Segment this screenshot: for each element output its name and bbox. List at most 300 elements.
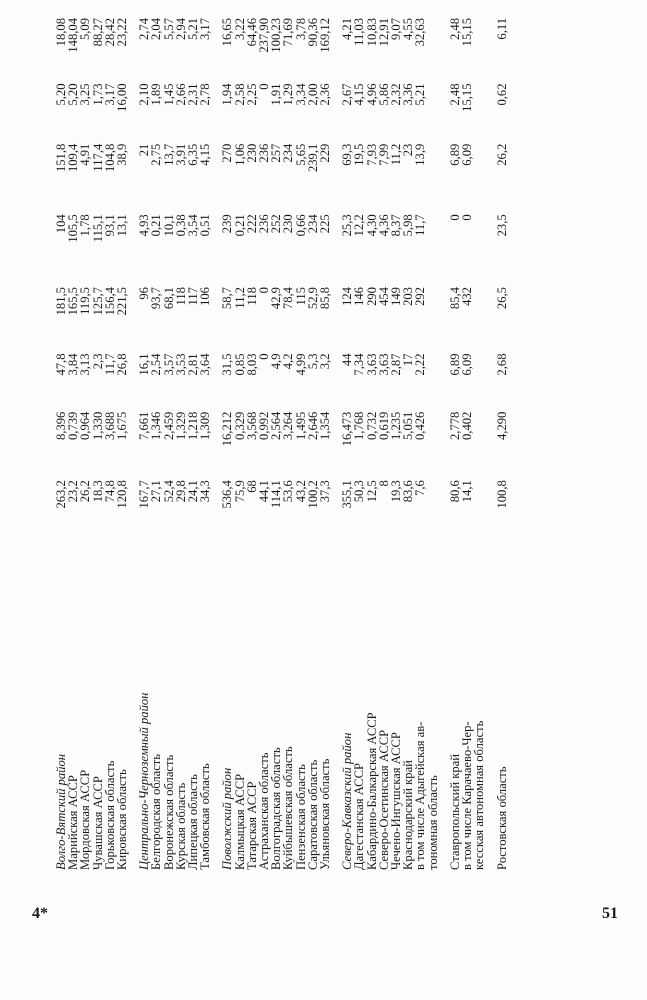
table-cell: 106 (198, 287, 213, 306)
table-cell: 42,9 (269, 287, 284, 310)
table-cell: 4,290 (494, 411, 509, 440)
table-cell: 100,2 (305, 480, 320, 509)
table-cell: 58,7 (220, 287, 235, 310)
table-cell: 3,36 (401, 83, 416, 106)
table-cell: 3,54 (186, 214, 201, 237)
table-row (486, 10, 508, 870)
row-label: Кировская область (115, 769, 130, 870)
table-cell: 25,3 (340, 214, 355, 237)
table-row (295, 10, 307, 870)
table-cell: 2,75 (149, 143, 164, 166)
table-cell: 80,6 (447, 480, 462, 503)
table-cell: 3,17 (102, 83, 117, 106)
row-label: Чувашская АССР (90, 776, 105, 870)
table-cell (473, 346, 485, 404)
table-row (175, 10, 187, 870)
table-cell: 4,55 (401, 18, 416, 41)
row-label: Дагестанская АССР (352, 763, 367, 870)
table-cell: 2,00 (305, 83, 320, 106)
table-cell: 5,051 (401, 411, 416, 440)
table-row (150, 10, 162, 870)
table-cell: 2,67 (340, 83, 355, 106)
row-label: Горьковская область (102, 760, 117, 870)
table-cell (427, 404, 439, 473)
row-label: Куйбышевская область (281, 746, 296, 870)
row-label: Северо-Осетинская АССР (376, 729, 391, 870)
table-cell: 7,661 (137, 411, 152, 440)
table-cell: 2,87 (389, 353, 404, 376)
table-cell: 1,309 (198, 411, 213, 440)
table-row (246, 10, 258, 870)
table-cell: 0 (257, 287, 272, 294)
table-cell: 10,83 (364, 18, 379, 47)
table-cell: 4,15 (198, 143, 213, 166)
table-cell: 1,330 (90, 411, 105, 440)
table-cell: 0,21 (232, 214, 247, 237)
table-cell: 0 (257, 83, 272, 90)
table-cell: 26,2 (78, 480, 93, 503)
table-cell: 151,8 (54, 143, 68, 173)
table-cell: 1,78 (78, 214, 93, 237)
table-cell: 0,402 (460, 411, 475, 440)
table-cell: 257 (269, 143, 284, 163)
row-label: Марийская АССР (66, 775, 81, 870)
table-cell: 1,768 (352, 411, 367, 440)
table-cell: 0 (460, 214, 475, 221)
table-cell: 19,3 (389, 480, 404, 503)
table-cell: 2,48 (447, 18, 462, 41)
table-cell: 0,329 (232, 411, 247, 440)
table-cell: 120,8 (115, 480, 130, 509)
table-cell: 5,20 (54, 83, 68, 106)
row-label: Чечено-Ингушская АССР (389, 732, 404, 870)
table-cell: 2,36 (318, 83, 333, 106)
table-cell: 14,1 (460, 480, 475, 503)
table-cell: 11,2 (232, 287, 247, 309)
row-label: Центрально-Черноземный район (137, 692, 152, 870)
table-cell: 0,66 (293, 214, 308, 237)
table-cell: 119,5 (78, 287, 93, 315)
row-label: Липецкая область (186, 774, 201, 870)
table-cell (473, 10, 485, 75)
table-cell: 104 (54, 214, 68, 234)
table-cell: 109,4 (66, 143, 81, 173)
table-cell: 2,3 (90, 353, 105, 370)
table-cell: 8 (376, 480, 391, 487)
table-cell: 16,1 (137, 353, 152, 376)
table-body (55, 10, 508, 870)
table-cell: 7,34 (352, 353, 367, 376)
table-cell: 13,1 (115, 214, 130, 237)
table-cell: 165,5 (66, 287, 81, 316)
table-cell: 1,346 (149, 411, 164, 440)
row-label: Ставропольский край (447, 753, 462, 870)
table-cell: 6,09 (460, 143, 475, 166)
table-cell: 0,732 (364, 411, 379, 440)
table-row (473, 10, 485, 870)
table-row (234, 10, 246, 870)
table-cell: 6,11 (494, 18, 509, 40)
table-cell: 7,99 (376, 143, 391, 166)
table-cell (427, 206, 439, 279)
table-cell: 23 (401, 143, 416, 157)
table-cell: 0,38 (173, 214, 188, 237)
table-cell (427, 136, 439, 207)
table-cell: 9,07 (389, 18, 404, 41)
table-cell: 8,03 (244, 353, 259, 376)
table-cell: 18,3 (90, 480, 105, 503)
table-cell: 3,17 (198, 18, 213, 41)
table-row (116, 10, 128, 870)
table-cell: 31,5 (220, 353, 235, 376)
table-cell: 27,1 (149, 480, 164, 503)
table-cell: 4,99 (293, 353, 308, 376)
table-cell: 3,78 (293, 18, 308, 41)
table-cell: 0,426 (413, 411, 428, 440)
table-cell: 11,03 (352, 18, 367, 46)
table-cell: 12,5 (364, 480, 379, 503)
row-label: Кабардино-Балкарская АССР (364, 712, 379, 870)
table-cell: 5,98 (401, 214, 416, 237)
table-cell: 28,42 (102, 18, 117, 47)
table-cell: 2,564 (269, 411, 284, 440)
table-cell (473, 206, 485, 279)
row-label: Тамбовская область (198, 763, 213, 870)
table-cell: 146 (352, 287, 367, 306)
statistics-table (55, 10, 508, 870)
table-cell: 85,8 (318, 287, 333, 310)
table-cell: 100,8 (494, 480, 509, 509)
table-cell: 7,6 (413, 480, 428, 496)
table-row (414, 10, 426, 870)
table-cell: 1,495 (293, 411, 308, 440)
table-cell: 3,53 (173, 353, 188, 376)
table-cell: 292 (413, 287, 428, 306)
table-row (104, 10, 116, 870)
row-label: Белгородская область (149, 753, 164, 870)
table-cell (473, 279, 485, 345)
table-cell: 2,58 (232, 83, 247, 106)
row-label: Калмыцкая АССР (232, 773, 247, 870)
table-cell: 2,25 (244, 83, 259, 106)
page-number: 51 (602, 905, 618, 922)
table-cell: 5,57 (161, 18, 176, 41)
table-cell: 13,9 (413, 143, 428, 166)
table-cell: 1,235 (389, 411, 404, 440)
table-cell: 6,09 (460, 353, 475, 376)
table-cell: 3,63 (376, 353, 391, 376)
table-cell: 148,04 (66, 18, 81, 53)
table-cell: 6,35 (186, 143, 201, 166)
table-cell: 12,91 (376, 18, 391, 47)
table-cell: 88,27 (90, 18, 105, 47)
table-cell: 11,7 (413, 214, 428, 236)
row-label: Астраханская область (257, 752, 272, 870)
table-cell: 2,10 (137, 83, 152, 106)
table-cell: 15,15 (460, 83, 475, 112)
table-cell: 536,4 (220, 480, 235, 509)
table-cell: 12,2 (352, 214, 367, 237)
table-cell: 270 (220, 143, 235, 163)
row-label: Краснодарский край (401, 760, 416, 870)
table-cell: 24,1 (186, 480, 201, 503)
table-cell: 16,473 (340, 411, 355, 447)
table-cell: 167,7 (137, 480, 152, 509)
table-cell: 149 (389, 287, 404, 306)
table-row (258, 10, 270, 870)
table-cell: 5,86 (376, 83, 391, 106)
table-cell: 0,21 (149, 214, 164, 237)
row-label: Воронежская область (161, 754, 176, 870)
table-row (187, 10, 199, 870)
table-cell: 4,96 (364, 83, 379, 106)
table-cell: 3,22 (232, 18, 247, 41)
signature-mark: 4* (32, 905, 48, 922)
table-row (79, 10, 91, 870)
row-label: Татарская АССР (244, 781, 259, 870)
table-cell: 34,3 (198, 480, 213, 503)
table-cell: 6,89 (447, 143, 462, 166)
table-row (390, 10, 402, 870)
table-cell: 1,89 (149, 83, 164, 106)
table-cell: 230 (281, 214, 296, 234)
table-cell: 2,04 (149, 18, 164, 41)
table-cell: 4,91 (78, 143, 93, 166)
table-cell: 75,9 (232, 480, 247, 503)
table-cell: 68 (244, 480, 259, 493)
table-cell: 1,45 (161, 83, 176, 106)
table-cell: 37,3 (318, 480, 333, 503)
table-cell: 17 (401, 353, 416, 367)
table-row (92, 10, 104, 870)
table-cell: 105,5 (66, 214, 81, 243)
table-cell: 64,46 (244, 18, 259, 47)
table-cell: 2,66 (173, 83, 188, 106)
table-cell: 1,354 (318, 411, 333, 440)
table-row (67, 10, 79, 870)
table-cell: 90,36 (305, 18, 320, 47)
table-cell: 0,964 (78, 411, 93, 440)
table-cell: 104,8 (102, 143, 117, 173)
table-cell: 2,68 (494, 353, 509, 376)
table-cell: 29,8 (173, 480, 188, 503)
table-cell: 43,2 (293, 480, 308, 503)
table-cell: 8,37 (389, 214, 404, 237)
row-label: Курская область (173, 782, 188, 870)
table-cell: 38,9 (115, 143, 130, 166)
table-cell: 2,31 (186, 83, 201, 106)
table-cell: 2,22 (413, 353, 428, 376)
table-cell: 1,29 (281, 83, 296, 106)
table-cell: 23,22 (115, 18, 130, 47)
row-label: Ульяновская область (318, 758, 333, 870)
table-cell: 1,06 (232, 143, 247, 166)
table-cell: 16,212 (220, 411, 235, 447)
table-cell: 3,34 (293, 83, 308, 106)
table-cell: 1,91 (269, 83, 284, 106)
table-cell: 234 (305, 214, 320, 234)
table-cell: 74,8 (102, 480, 117, 503)
table-cell (427, 279, 439, 345)
table-cell: 236 (257, 214, 272, 234)
table-cell: 3,63 (364, 353, 379, 376)
table-row (282, 10, 294, 870)
table-cell (427, 10, 439, 75)
row-label: кесская автономная область (472, 720, 487, 870)
table-cell: 222 (244, 214, 259, 234)
table-cell: 225 (318, 214, 333, 234)
table-cell: 355,1 (340, 480, 355, 509)
table-cell: 1,675 (115, 411, 130, 440)
table-cell: 1,73 (90, 83, 105, 106)
table-cell: 263,2 (54, 480, 68, 509)
table-cell: 5,21 (413, 83, 428, 106)
table-cell: 0,992 (257, 411, 272, 440)
row-label: тономная область (425, 775, 440, 870)
table-cell: 100,23 (269, 18, 284, 53)
table-cell: 5,21 (186, 18, 201, 41)
table-cell: 230 (244, 143, 259, 163)
table-row (353, 10, 365, 870)
table-cell: 21 (137, 143, 152, 157)
table-cell: 115,1 (90, 214, 105, 243)
table-cell: 2,78 (198, 83, 213, 106)
row-label: Волго-Вятский район (54, 753, 68, 870)
table-cell: 4,2 (281, 353, 296, 370)
table-cell: 5,65 (293, 143, 308, 166)
table-cell: 16,00 (115, 83, 130, 112)
table-cell: 124 (340, 287, 355, 306)
table-cell: 3,57 (161, 353, 176, 376)
table-cell: 18,08 (54, 18, 68, 47)
table-cell: 83,6 (401, 480, 416, 503)
table-cell: 169,12 (318, 18, 333, 53)
table-cell: 26,8 (115, 353, 130, 376)
table-cell: 239 (220, 214, 235, 234)
table-cell: 2,54 (149, 353, 164, 376)
table-cell: 0 (257, 353, 272, 360)
row-label: в том числе Адыгейская ав- (413, 721, 428, 870)
table-cell: 3,13 (78, 353, 93, 376)
table-cell: 0,62 (494, 83, 509, 106)
table-cell: 0 (447, 214, 462, 221)
table-row (55, 10, 67, 870)
table-cell: 239,1 (305, 143, 320, 173)
table-cell: 23,5 (494, 214, 509, 237)
table-cell: 15,15 (460, 18, 475, 47)
row-label: Саратовская область (305, 759, 320, 870)
table-cell: 7,93 (364, 143, 379, 166)
table-cell: 4,93 (137, 214, 152, 237)
table-cell: 2,48 (447, 83, 462, 106)
table-row (331, 10, 353, 870)
table-cell: 23,2 (66, 480, 81, 503)
table-cell: 117,4 (90, 143, 105, 172)
table-row (427, 10, 439, 870)
table-row (319, 10, 331, 870)
table-cell: 203 (401, 287, 416, 306)
table-cell: 8,396 (54, 411, 68, 440)
table-cell (427, 472, 439, 527)
table-cell (427, 75, 439, 135)
table-cell: 44 (340, 353, 355, 367)
table-cell: 3,91 (173, 143, 188, 166)
table-cell: 290 (364, 287, 379, 306)
table-cell: 114,1 (269, 480, 284, 509)
table-cell: 0,739 (66, 411, 81, 440)
table-cell: 19,5 (352, 143, 367, 166)
table-cell: 11,2 (389, 143, 404, 166)
table-cell: 10,1 (161, 214, 176, 237)
table-cell: 93,7 (149, 287, 164, 310)
table-cell: 2,646 (305, 411, 320, 440)
table-row (163, 10, 175, 870)
table-cell: 229 (318, 143, 333, 163)
table-cell: 3,25 (78, 83, 93, 106)
table-cell: 26,2 (494, 143, 509, 166)
table-row (270, 10, 282, 870)
table-row (307, 10, 319, 870)
table-cell: 4,36 (376, 214, 391, 237)
table-cell: 3,264 (281, 411, 296, 440)
table-cell: 4,15 (352, 83, 367, 106)
row-label: Северо-Кавказский район (340, 732, 355, 870)
table-cell: 93,1 (102, 214, 117, 237)
table-cell: 5,20 (66, 83, 81, 106)
table-cell: 117 (186, 287, 201, 306)
table-row (439, 10, 461, 870)
table-cell: 2,32 (389, 83, 404, 106)
table-cell: 47,8 (54, 353, 68, 376)
table-cell: 5,3 (305, 353, 320, 370)
table-cell: 454 (376, 287, 391, 306)
table-cell: 5,09 (78, 18, 93, 41)
table-cell: 2,81 (186, 353, 201, 376)
table-cell: 52,4 (161, 480, 176, 503)
table-cell: 118 (244, 287, 259, 306)
table-cell: 1,94 (220, 83, 235, 106)
table-cell: 50,3 (352, 480, 367, 503)
row-label: в том числе Карачаево-Чер- (460, 721, 475, 870)
row-label: Мордовская АССР (78, 769, 93, 870)
table-cell: 85,4 (447, 287, 462, 310)
table-cell: 53,6 (281, 480, 296, 503)
table-cell: 1,218 (186, 411, 201, 440)
table-cell: 125,7 (90, 287, 105, 316)
table-cell: 156,4 (102, 287, 117, 316)
table-cell: 44,1 (257, 480, 272, 503)
table-cell: 3,568 (244, 411, 259, 440)
table-cell: 0,619 (376, 411, 391, 440)
table-cell: 68,1 (161, 287, 176, 310)
row-label: Ростовская область (494, 766, 509, 870)
table-cell: 234 (281, 143, 296, 163)
table-cell: 118 (173, 287, 188, 306)
table-cell: 6,89 (447, 353, 462, 376)
table-cell: 237,90 (257, 18, 272, 53)
table-cell: 2,94 (173, 18, 188, 41)
table-cell: 13,7 (161, 143, 176, 166)
table-cell: 4,21 (340, 18, 355, 41)
table-cell: 11,7 (102, 353, 117, 376)
table-cell: 221,5 (115, 287, 130, 316)
table-cell: 3,2 (318, 353, 333, 370)
row-label: Поволжский район (220, 767, 235, 870)
table-cell (473, 75, 485, 135)
table-cell: 115 (293, 287, 308, 306)
table-cell: 52,9 (305, 287, 320, 310)
table-cell: 236 (257, 143, 272, 163)
